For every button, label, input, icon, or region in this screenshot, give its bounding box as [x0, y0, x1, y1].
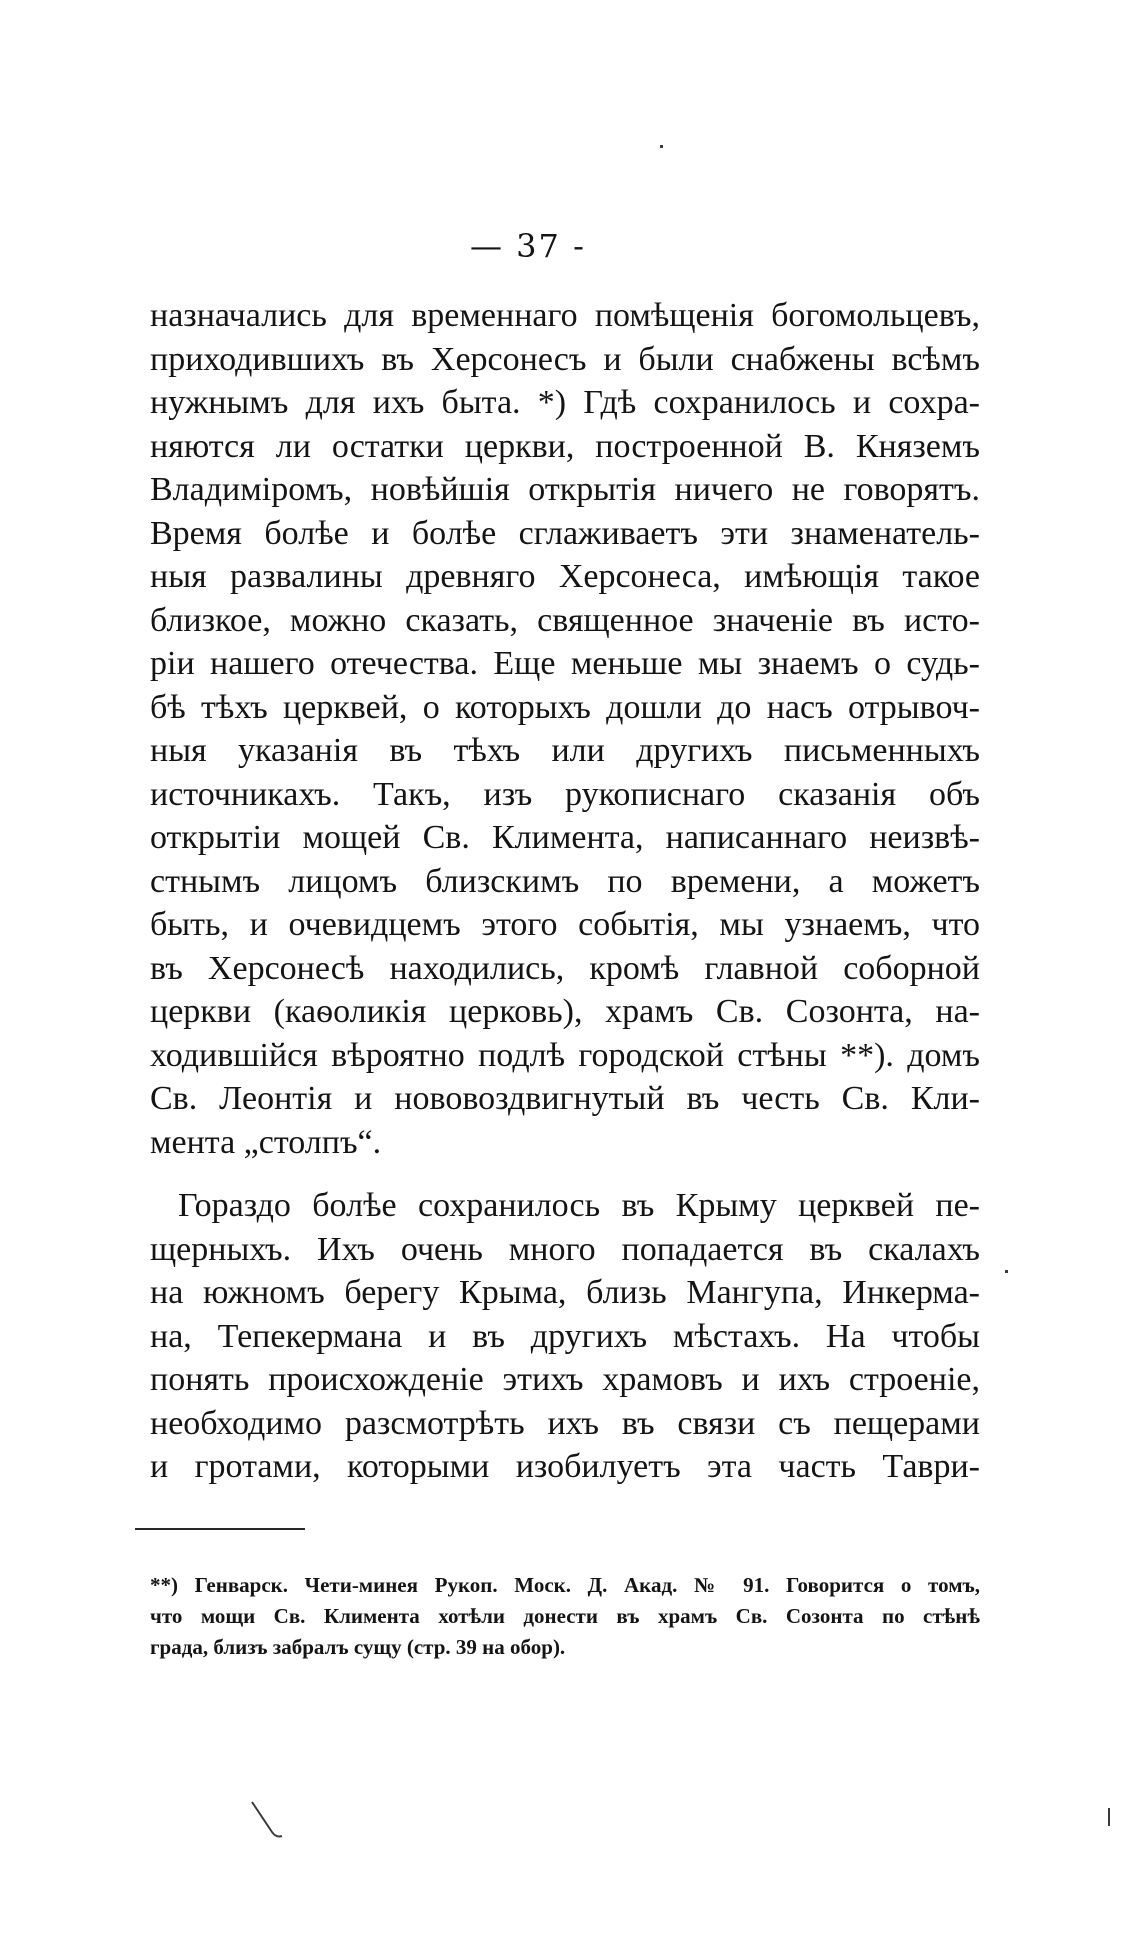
body-text [150, 294, 980, 1489]
text-line: назначались для временнаго помѣщенія богомольцевъ, [150, 297, 980, 334]
scan-speck [660, 145, 663, 148]
footnote-line: **) Генварск. Чети-минея Рукоп. Моск. Д. Акад. № 91. Говорится о томъ, [150, 1573, 980, 1597]
text-line: въ Херсонесѣ находились, кромѣ главной соборной [150, 949, 980, 987]
text-line: приходившихъ въ Херсонесъ и были снабжены всѣмъ [150, 340, 980, 378]
text-line: няются ли остатки церкви, построенной В. Княземъ [150, 427, 980, 465]
text-line: Владиміромъ, новѣйшія открытія ничего не говорятъ. [150, 471, 980, 508]
text-line: открытіи мощей Св. Климента, написаннаго неизвѣ- [150, 819, 980, 856]
text-line: на южномъ берегу Крыма, близь Мангупа, Инкерма- [150, 1274, 980, 1311]
text-line: на, Тепекермана и въ другихъ мѣстахъ. На чтобы [150, 1317, 980, 1355]
text-line: ныя развалины древняго Херсонеса, имѣющія такое [150, 558, 980, 595]
text-line: мента „столпъ“. [150, 1123, 382, 1161]
scan-speck [1108, 1808, 1110, 1826]
footnote-line: что мощи Св. Климента хотѣли донести въ храмъ Св. Созонта по стѣнѣ [150, 1604, 980, 1628]
paragraph-gap [150, 1164, 980, 1184]
text-line: понять происхожденіе этихъ храмовъ и ихъ строеніе, [150, 1361, 980, 1398]
text-line: необходимо разсмотрѣть ихъ въ связи съ пещерами [150, 1404, 980, 1442]
text-line: быть, и очевидцемъ этого событія, мы узнаемъ, что [150, 906, 980, 943]
text-line: нужнымъ для ихъ быта. *) Гдѣ сохранилось и сохра- [150, 384, 980, 421]
footnote-line: града, близъ забралъ сущу (стр. 39 на обор). [150, 1635, 566, 1659]
footnotes [150, 1570, 980, 1663]
text-line: Время болѣе и болѣе сглаживаетъ эти знаменатель- [150, 514, 980, 552]
text-line: близкое, можно сказать, священное значеніе въ исто- [150, 601, 980, 639]
text-line: Гораздо болѣе сохранилось въ Крыму церквей пе- [178, 1187, 980, 1224]
text-line: щерныхъ. Ихъ очень много попадается въ скалахъ [150, 1230, 980, 1268]
text-line: бѣ тѣхъ церквей, о которыхъ дошли до насъ отрывоч- [150, 688, 980, 726]
text-line: Св. Леонтія и нововоздвигнутый въ честь Св. Кли- [150, 1080, 980, 1117]
text-line: церкви (каѳоликія церковь), храмъ Св. Созонта, на- [150, 993, 980, 1030]
text-line: стнымъ лицомъ близскимъ по времени, а можетъ [150, 862, 980, 900]
footnote-divider [135, 1528, 305, 1530]
text-line: ныя указанія въ тѣхъ или другихъ письменныхъ [150, 732, 980, 769]
scan-speck [1005, 1270, 1008, 1273]
text-line: источникахъ. Такъ, изъ рукописнаго сказанія объ [150, 775, 980, 813]
page-number: — 37 - [470, 227, 586, 265]
scan-scratch [250, 1800, 290, 1850]
text-line: и гротами, которыми изобилуетъ эта часть Таври- [150, 1448, 980, 1485]
text-line: ріи нашего отечества. Еще меньше мы знаемъ о судь- [150, 645, 980, 682]
text-line: ходившійся вѣроятно подлѣ городской стѣны **). домъ [150, 1036, 980, 1074]
